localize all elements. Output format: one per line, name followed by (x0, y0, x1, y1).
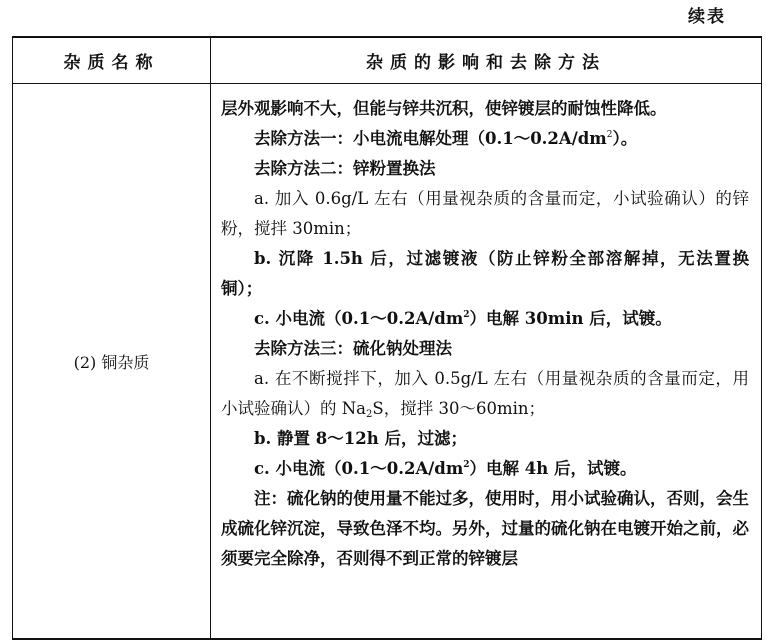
method1-text: 小电流电解处理（0.1～0.2A/dm (353, 129, 607, 148)
method3-line (221, 334, 749, 364)
method2-step-b: b. 沉降 1.5h 后，过滤镀液（防止锌粉全部溶解掉，无法置换铜）； (221, 249, 749, 298)
column-header-effect-and-removal: 杂质的影响和去除方法 (211, 37, 762, 84)
method2-step-c-superscript: 2 (463, 310, 470, 320)
method3-step-c-superscript: 2 (463, 460, 470, 470)
note-paragraph (221, 484, 749, 574)
column-header-impurity-name: 杂质名称 (13, 37, 211, 84)
method3-step-b: b. 静置 8～12h 后，过滤； (254, 429, 467, 448)
table-header-row (13, 37, 762, 84)
method1-title: 去除方法一： (254, 129, 353, 148)
method2-line (221, 154, 749, 184)
method3-step-c (221, 454, 749, 484)
method3-step-a-subscript: 2 (366, 409, 373, 420)
method3-step-a-post: S，搅拌 30～60min； (372, 399, 545, 418)
impurity-name-cell: (2) 铜杂质 (13, 84, 211, 640)
table-row (13, 84, 762, 640)
method1-superscript: 2 (606, 130, 613, 140)
method3-step-c-pre: c. 小电流（0.1～0.2A/dm (254, 459, 464, 478)
note-title: 注： (254, 489, 287, 508)
method3-step-a-pre: a. 在不断搅拌下，加入 0.5g/L 左右（用量视杂质的含量而定，用小试验确认）的 Na (221, 369, 749, 418)
method3-text: 硫化钠处理法 (353, 339, 452, 358)
method2-title: 去除方法二： (254, 159, 353, 178)
method3-step-c-post: ）电解 4h 后，试镀。 (469, 459, 637, 478)
note-text: 硫化钠的使用量不能过多，使用时，用小试验确认，否则，会生成硫化锌沉淀，导致色泽不均。另外，过量的硫化钠在电镀开始之前，必须要完全除净，否则得不到正常的锌镀层 (221, 489, 749, 568)
method2-text: 锌粉置换法 (353, 159, 436, 178)
method3-step-a (221, 364, 749, 424)
continued-label: 续表 (688, 7, 726, 27)
method2-step-c-pre: c. 小电流（0.1～0.2A/dm (254, 309, 464, 328)
impurity-table (12, 36, 762, 640)
method3-title: 去除方法三： (254, 339, 353, 358)
method1-end: ）。 (612, 129, 638, 148)
effect-removal-cell (211, 84, 762, 640)
method1-line (221, 124, 749, 154)
intro-text: 层外观影响不大，但能与锌共沉积，使锌镀层的耐蚀性降低。 (221, 99, 667, 118)
method2-step-c-post: ）电解 30min 后，试镀。 (469, 309, 672, 328)
method2-step-a: a. 加入 0.6g/L 左右（用量视杂质的含量而定，小试验确认）的锌粉，搅拌 30min； (221, 189, 749, 238)
method2-step-c (221, 304, 749, 334)
